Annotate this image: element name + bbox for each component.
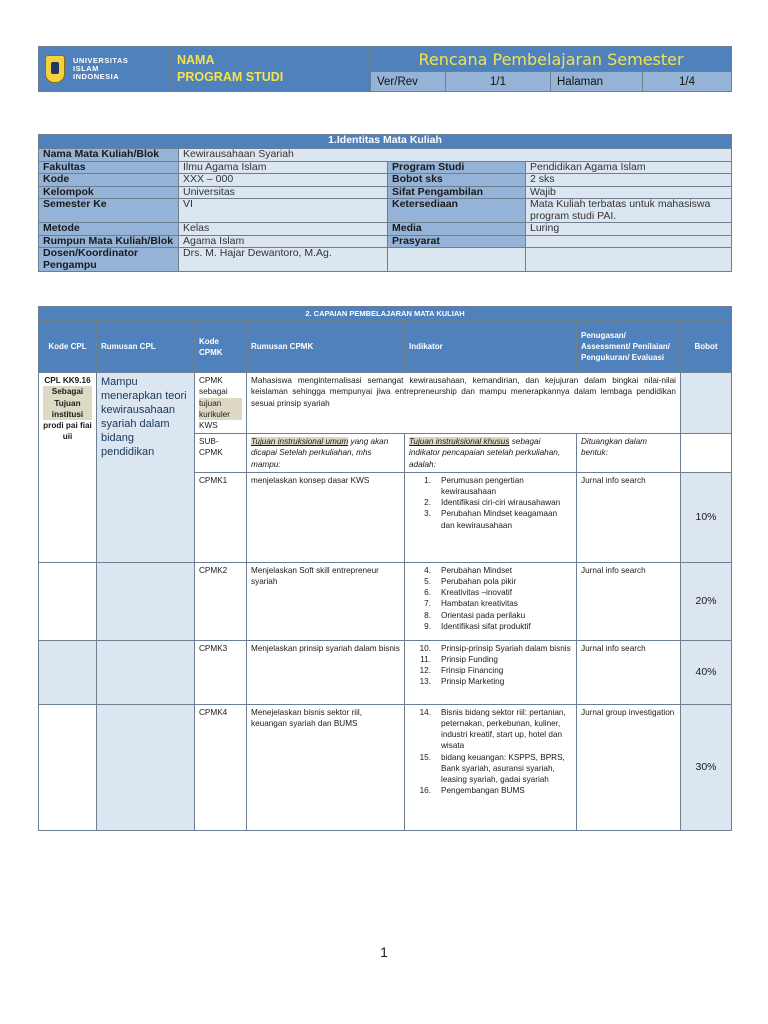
cpl-note: prodi pai fiai uii [43,421,92,442]
nama-mk-label: Nama Mata Kuliah/Blok [39,149,179,162]
indikator-item: 6. Kreativitas –inovatif [424,588,512,598]
ketersediaan-label: Ketersediaan [388,199,526,223]
tiu-rest: yang akan dicapai Setelah perkuliahan, mhs mampu: [251,437,389,469]
document-header [38,46,732,92]
indikator-item: 1. Perumusan pengertian kewirausahaan [424,475,524,497]
cpmk2-penugasan: Jurnal info search [577,562,681,640]
ver-rev-value: 1/1 [446,72,551,92]
cpmk4-indikator [405,704,577,830]
indikator-item: 12. Frinsip Financing [419,666,504,676]
cpmk3-bobot: 40% [681,640,732,704]
metode-label: Metode [39,223,179,236]
bobot-sks-label: Bobot sks [388,174,526,187]
identitas-table [38,134,732,272]
capaian-title: 2. CAPAIAN PEMBELAJARAN MATA KULIAH [39,307,732,321]
rumusan-cpl-empty-3 [97,640,195,704]
indikator-item: 11. Prinsip Funding [420,655,498,665]
kelompok-value: Universitas [179,186,388,199]
cpmk1-penugasan: Jurnal info search [577,472,681,562]
tik-rest: sebagai indikator pencapaian setelah perkuliahan, adalah: [409,437,561,469]
indikator-item: 2. Identifikasi ciri-ciri wirausahawan [424,498,561,508]
dosen-label: Dosen/Koordinator Pengampu [39,248,179,272]
sub-cpmk-code: SUB-CPMK [195,434,247,473]
cpmk1-rumusan: menjelaskan konsep dasar KWS [247,472,405,562]
tik-highlight: Tujuan instruksional khusus [409,437,510,447]
cpl-empty-4 [39,704,97,830]
col-indikator: Indikator [405,321,577,373]
cpmk3-penugasan: Jurnal info search [577,640,681,704]
cpmk4-penugasan: Jurnal group investigation [577,704,681,830]
identitas-title: 1.Identitas Mata Kuliah [39,135,732,149]
cpmk-code-highlight: tujuan kurikuler [199,398,242,420]
cpmk2-rumusan: Menjelaskan Soft skill entrepreneur syariah [247,562,405,640]
cpmk1-code: CPMK1 [195,472,247,562]
rumpun-label: Rumpun Mata Kuliah/Blok [39,235,179,248]
fakultas-value: Ilmu Agama Islam [179,161,388,174]
cpmk-statement-bobot [681,373,732,434]
cpmk-code-cell [195,373,247,434]
prasyarat-value [526,235,732,248]
cpl-note-highlight: Sebagai Tujuan institusi [43,386,92,420]
col-penugasan: Penugasan/ Assessment/ Penilaian/ Pengukuran/ Evaluasi [577,321,681,373]
prasyarat-label: Prasyarat [388,235,526,248]
indikator-item: 4. Perubahan Mindset [424,565,513,575]
indikator-item: 3. Perubahan Mindset keagamaan dan kewirausahaan [424,509,558,530]
col-kode-cpl: Kode CPL [39,321,97,373]
media-label: Media [388,223,526,236]
metode-value: Kelas [179,223,388,236]
nama-label: NAMA [177,53,215,67]
rumusan-cpl: Mampu menerapkan teori kewirausahaan syariah dalam bidang pendidikan [97,373,195,563]
cpl-empty-3 [39,640,97,704]
indikator-item: 10. Prinsip-prinsip Syariah dalam bisnis [419,643,571,653]
dosen-empty-2 [526,248,732,272]
indikator-item: 8. Orientasi pada perilaku [424,610,526,620]
media-value: Luring [526,223,732,236]
indikator-item: 14. Bisnis bidang sektor riil: pertanian, peternakan, perkebunan, kuliner, industri kreatif, start up, hotel dan wisata [419,707,566,751]
cpmk3-rumusan: Menjelaskan prinsip syariah dalam bisnis [247,640,405,704]
cpmk2-indikator [405,562,577,640]
tiu-cell [247,434,405,473]
indikator-item: 9. Identifikasi sifat produktif [424,621,531,631]
ver-rev-label: Ver/Rev [371,72,446,92]
program-name-cell [171,47,371,92]
cpl-empty-2 [39,562,97,640]
university-logo-text: UNIVERSITAS ISLAM INDONESIA [73,56,129,81]
dituangkan-cell: Dituangkan dalam bentuk: [577,434,681,473]
halaman-value: 1/4 [643,72,732,92]
cpmk1-indikator [405,472,577,562]
document-title: Rencana Pembelajaran Semester [371,47,732,72]
university-emblem-icon [45,55,65,83]
sub-cpmk-bobot [681,434,732,473]
kode-label: Kode [39,174,179,187]
cpmk4-rumusan: Menejelaskan bisnis sektor riil, keuangan syariah dan BUMS [247,704,405,830]
sifat-label: Sifat Pengambilan [388,186,526,199]
program-studi-label: PROGRAM STUDI [177,70,284,84]
cpmk2-code: CPMK2 [195,562,247,640]
fakultas-label: Fakultas [39,161,179,174]
dosen-empty-1 [388,248,526,272]
semester-label: Semester Ke [39,199,179,223]
cpmk4-bobot: 30% [681,704,732,830]
kelompok-label: Kelompok [39,186,179,199]
dosen-value: Drs. M. Hajar Dewantoro, M.Ag. [179,248,388,272]
cpmk2-bobot: 20% [681,562,732,640]
cpmk-code-a: CPMK sebagai [199,376,228,397]
prodi-label: Program Studi [388,161,526,174]
rumusan-cpl-empty-4 [97,704,195,830]
cpmk-code-b: KWS [199,421,218,431]
cpmk1-bobot: 10% [681,472,732,562]
sifat-value: Wajib [526,186,732,199]
indikator-item: 16. Pengembangan BUMS [419,786,525,796]
cpmk3-indikator [405,640,577,704]
cpl-code: CPL KK9.16 [44,376,91,386]
ketersediaan-value: Mata Kuliah terbatas untuk mahasiswa program studi PAI. [526,199,732,223]
nama-mk-value: Kewirausahaan Syariah [179,149,732,162]
rumusan-cpl-empty-2 [97,562,195,640]
cpl-code-cell [39,373,97,563]
semester-value: VI [179,199,388,223]
col-bobot: Bobot [681,321,732,373]
page-number: 1 [380,944,388,960]
col-kode-cpmk: Kode CPMK [195,321,247,373]
university-logo-cell [39,47,171,92]
cpmk4-code: CPMK4 [195,704,247,830]
cpmk-statement: Mahasiswa menginternalisasi semangat kewirausahaan, kemandirian, dan kejujuran dalam bingkai nilai-nilai keislaman sehingga mempunyai jiwa entrepreneurship dan mampu menerapkannya dalam lembaga pendidikan sesuai prinsip syariah [247,373,681,434]
kode-value: XXX – 000 [179,174,388,187]
rumpun-value: Agama Islam [179,235,388,248]
col-rumusan-cpmk: Rumusan CPMK [247,321,405,373]
halaman-label: Halaman [551,72,643,92]
indikator-item: 13. Prinsip Marketing [419,677,505,687]
capaian-table [38,306,732,831]
cpmk3-code: CPMK3 [195,640,247,704]
tiu-highlight: Tujuan instruksional umum [251,437,349,447]
indikator-item: 15. bidang keuangan: KSPPS, BPRS, Bank syariah, asuransi syariah, leasing syariah, gadai syariah [419,752,565,785]
indikator-item: 7. Hambatan kreativitas [424,599,518,609]
prodi-value: Pendidikan Agama Islam [526,161,732,174]
bobot-sks-value: 2 sks [526,174,732,187]
tik-cell [405,434,577,473]
indikator-item: 5. Perubahan pola pikir [424,577,517,587]
col-rumusan-cpl: Rumusan CPL [97,321,195,373]
